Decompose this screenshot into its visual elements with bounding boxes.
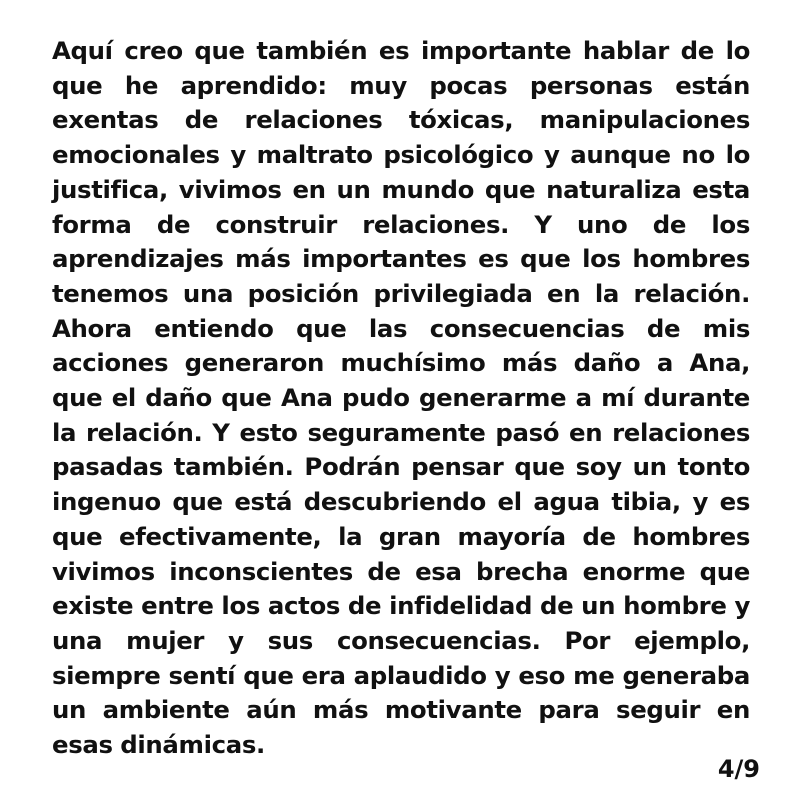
body-paragraph: Aquí creo que también es importante hablar de lo que he aprendido: muy pocas personas están exentas de relaciones tóxicas, manipulaciones emocionales y maltrato psicológico y aunque no lo justifica, vivimos en un mundo que naturaliza esta forma de construir relaciones. Y uno de los aprendizajes más importantes es que los hombres tenemos una posición privilegiada en la relación. Ahora entiendo que las consecuencias de mis acciones generaron muchísimo más daño a Ana, que el daño que Ana pudo generarme a mí durante la relación. Y esto seguramente pasó en relaciones pasadas también. Podrán pensar que soy un tonto ingenuo que está descubriendo el agua tibia, y es que efectivamente, la gran mayoría de hombres vivimos inconscientes de esa brecha enorme que existe entre los actos de infidelidad de un hombre y una mujer y sus consecuencias. Por ejemplo, siempre sentí que era aplaudido y eso me generaba un ambiente aún más motivante para seguir en esas dinámicas. bbox=[52, 36, 750, 760]
page-number: 4/9 bbox=[717, 755, 760, 783]
